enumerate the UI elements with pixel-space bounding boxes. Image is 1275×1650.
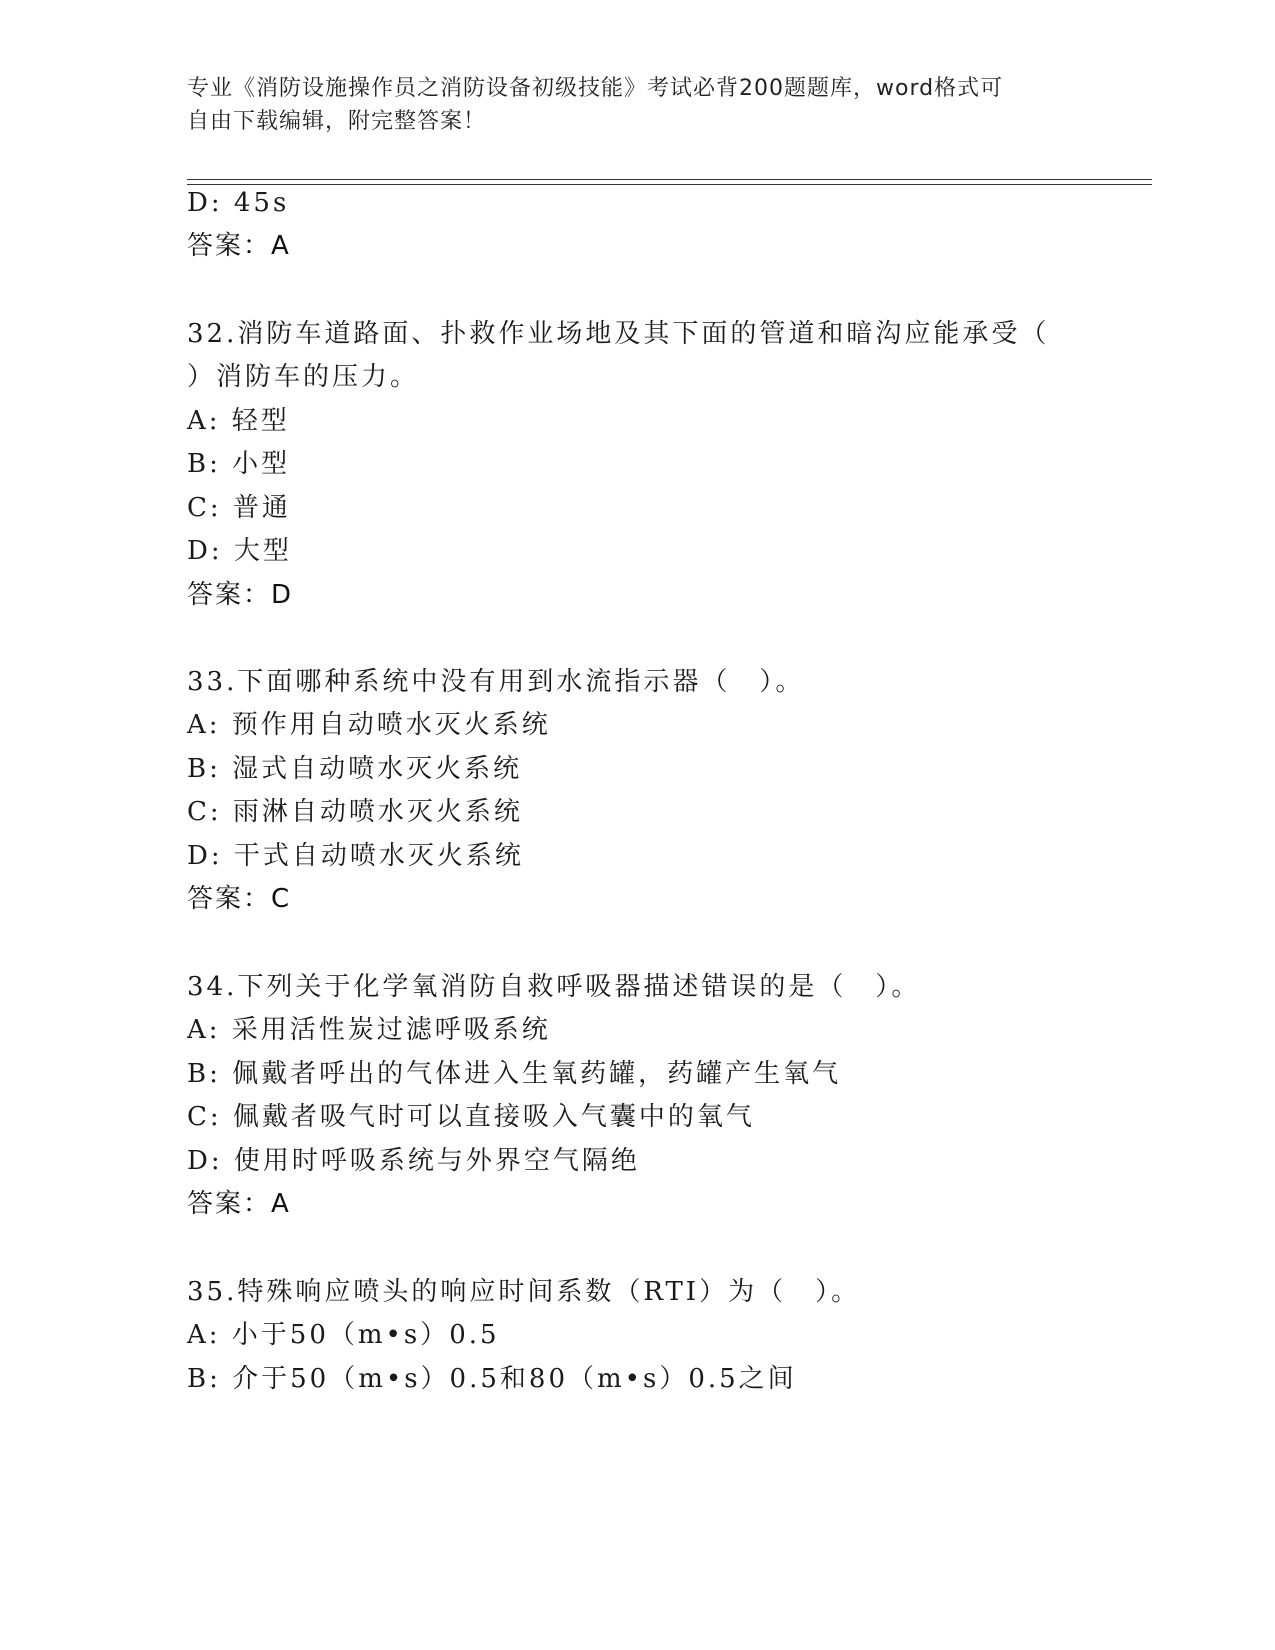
answer-line: 答案：A xyxy=(187,231,291,261)
option-line: C: 普通 xyxy=(187,493,291,523)
option-line: B: 介于50（m•s）0.5和80（m•s）0.5之间 xyxy=(187,1364,797,1394)
option-line: A: 预作用自动喷水灭火系统 xyxy=(187,710,551,740)
option-line: B: 湿式自动喷水灭火系统 xyxy=(187,754,523,784)
header-divider-top xyxy=(187,179,1152,180)
option-line: C: 佩戴者吸气时可以直接吸入气囊中的氧气 xyxy=(187,1102,755,1132)
question-line: ）消防车的压力。 xyxy=(187,362,420,392)
question-line: 32.消防车道路面、扑救作业场地及其下面的管道和暗沟应能承受（ xyxy=(187,319,1050,349)
option-line: A: 轻型 xyxy=(187,406,290,436)
option-line: B: 佩戴者呼出的气体进入生氧药罐，药罐产生氧气 xyxy=(187,1059,842,1089)
option-line: A: 小于50（m•s）0.5 xyxy=(187,1320,500,1350)
question-line: 35.特殊响应喷头的响应时间系数（RTI）为（ ）。 xyxy=(187,1277,861,1307)
option-line: D: 大型 xyxy=(187,536,292,566)
answer-line: 答案：C xyxy=(187,884,292,914)
answer-line: 答案：D xyxy=(187,580,294,610)
header-line-2: 自由下载编辑，附完整答案！ xyxy=(187,109,487,134)
option-line: D: 使用时呼吸系统与外界空气隔绝 xyxy=(187,1146,640,1176)
option-line: C: 雨淋自动喷水灭火系统 xyxy=(187,797,523,827)
option-line: A: 采用活性炭过滤呼吸系统 xyxy=(187,1015,551,1045)
answer-line: 答案：A xyxy=(187,1189,291,1219)
header-line-1: 专业《消防设施操作员之消防设备初级技能》考试必背200题题库，word格式可 xyxy=(187,76,1004,101)
document-header xyxy=(187,72,1067,138)
option-line: B: 小型 xyxy=(187,449,291,479)
question-line: 34.下列关于化学氧消防自救呼吸器描述错误的是（ ）。 xyxy=(187,972,921,1002)
question-line: 33.下面哪种系统中没有用到水流指示器（ ）。 xyxy=(187,667,805,697)
option-line: D: 45s xyxy=(187,188,290,218)
option-line: D: 干式自动喷水灭火系统 xyxy=(187,841,524,871)
header-divider-bottom xyxy=(187,184,1152,185)
